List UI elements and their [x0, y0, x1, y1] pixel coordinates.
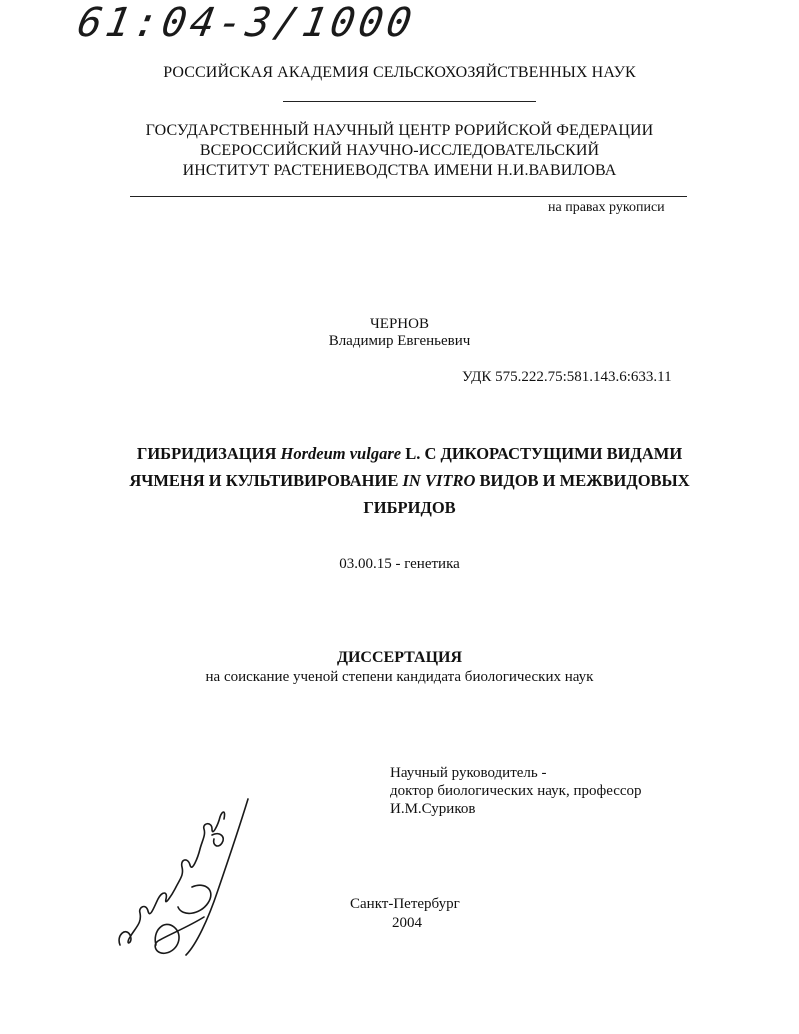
supervisor-degree: доктор биологических наук, профессор — [390, 783, 642, 799]
author-name: Владимир Евгеньевич — [328, 333, 471, 349]
title-line-1 — [100, 440, 719, 467]
title-text-4: ВИДОВ И МЕЖВИДОВЫХ — [475, 471, 690, 490]
academy-name: РОССИЙСКАЯ АКАДЕМИЯ СЕЛЬСКОХОЗЯЙСТВЕННЫХ НАУК — [163, 64, 636, 81]
title-text-3: ЯЧМЕНЯ И КУЛЬТИВИРОВАНИЕ — [129, 471, 403, 490]
supervisor-role: Научный руководитель - — [390, 765, 547, 781]
title-text-2: L. С ДИКОРАСТУЩИМИ ВИДАМИ — [401, 444, 683, 463]
title-text-1: ГИБРИДИЗАЦИЯ — [136, 444, 281, 463]
dissertation-heading: ДИССЕРТАЦИЯ — [336, 649, 463, 666]
institution-divider — [130, 196, 687, 197]
institution-line-3: ИНСТИТУТ РАСТЕНИЕВОДСТВА ИМЕНИ Н.И.ВАВИЛОВА — [182, 162, 617, 179]
place-city: Санкт-Петербург — [350, 896, 460, 912]
academy-divider — [283, 101, 536, 102]
supervisor-name: И.М.Суриков — [390, 801, 476, 817]
handwritten-archive-code: 61:04-3/1000 — [73, 0, 419, 46]
institution-line-1: ГОСУДАРСТВЕННЫЙ НАУЧНЫЙ ЦЕНТР РОРИЙСКОЙ ФЕДЕРАЦИИ — [145, 122, 654, 139]
title-species: Hordeum vulgare — [280, 444, 402, 463]
title-line-3: ГИБРИДОВ — [363, 498, 456, 517]
dissertation-title — [100, 440, 719, 521]
handwritten-signature — [108, 795, 258, 960]
dissertation-subtitle: на соискание ученой степени кандидата биологических наук — [205, 669, 594, 685]
institution-line-2: ВСЕРОССИЙСКИЙ НАУЧНО-ИССЛЕДОВАТЕЛЬСКИЙ — [199, 142, 600, 159]
title-in-vitro: IN VITRO — [402, 471, 476, 490]
udc-code: УДК 575.222.75:581.143.6:633.11 — [462, 369, 672, 385]
place-year: 2004 — [392, 915, 422, 931]
title-line-2 — [100, 467, 719, 494]
specialty-code: 03.00.15 - генетика — [339, 556, 460, 572]
manuscript-note: на правах рукописи — [548, 200, 665, 215]
author-surname: ЧЕРНОВ — [370, 316, 429, 332]
